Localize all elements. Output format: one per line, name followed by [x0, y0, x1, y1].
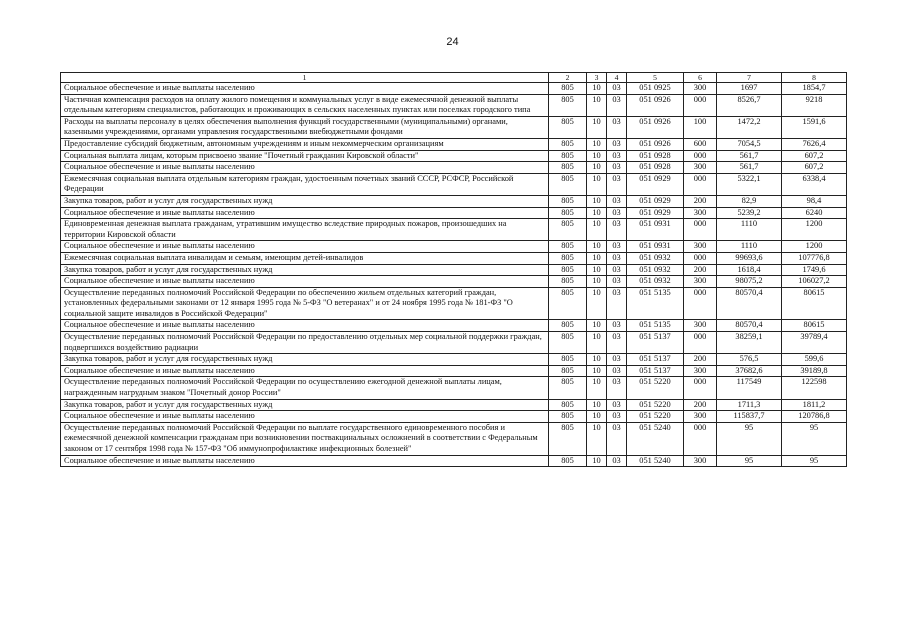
row-subsection-code: 03: [607, 241, 627, 253]
row-amount-year2: 80615: [782, 287, 847, 320]
row-amount-year1: 576,5: [717, 354, 782, 366]
row-description: Ежемесячная социальная выплата инвалидам и семьям, имеющим детей-инвалидов: [61, 252, 549, 264]
row-subsection-code: 03: [607, 365, 627, 377]
row-subsection-code: 03: [607, 332, 627, 354]
row-amount-year2: 1200: [782, 219, 847, 241]
row-expense-type: 000: [684, 377, 717, 399]
row-ministry-code: 805: [549, 241, 587, 253]
row-subsection-code: 03: [607, 354, 627, 366]
row-target-article: 051 0926: [627, 116, 684, 138]
row-amount-year1: 1618,4: [717, 264, 782, 276]
row-section-code: 10: [587, 455, 607, 467]
row-section-code: 10: [587, 264, 607, 276]
row-amount-year1: 1697: [717, 83, 782, 95]
row-ministry-code: 805: [549, 150, 587, 162]
row-expense-type: 000: [684, 94, 717, 116]
table-row: [61, 354, 847, 366]
header-cell: 1: [61, 73, 549, 83]
row-target-article: 051 0926: [627, 94, 684, 116]
row-expense-type: 300: [684, 162, 717, 174]
row-subsection-code: 03: [607, 138, 627, 150]
row-amount-year1: 117549: [717, 377, 782, 399]
row-description: Осуществление переданных полномочий Российской Федерации по обеспечению жильем отдельных категорий граждан, установленных федеральными законами от 12 января 1995 года № 5-ФЗ "О ветеранах" и от 24 ноября 1995 года № 181-ФЗ "О социальной защите инвалидов в Российской Федерации": [61, 287, 549, 320]
row-amount-year2: 599,6: [782, 354, 847, 366]
row-subsection-code: 03: [607, 173, 627, 195]
row-section-code: 10: [587, 354, 607, 366]
row-amount-year1: 1711,3: [717, 399, 782, 411]
row-amount-year2: 39789,4: [782, 332, 847, 354]
row-section-code: 10: [587, 320, 607, 332]
table-row: [61, 150, 847, 162]
row-amount-year2: 98,4: [782, 195, 847, 207]
row-ministry-code: 805: [549, 455, 587, 467]
row-description: Закупка товаров, работ и услуг для государственных нужд: [61, 354, 549, 366]
table-row: [61, 320, 847, 332]
row-subsection-code: 03: [607, 264, 627, 276]
header-cell: 3: [587, 73, 607, 83]
row-amount-year2: 95: [782, 422, 847, 455]
row-subsection-code: 03: [607, 150, 627, 162]
row-expense-type: 300: [684, 411, 717, 423]
row-amount-year1: 7054,5: [717, 138, 782, 150]
row-description: Осуществление переданных полномочий Российской Федерации по выплате государственного единовременного пособия и ежемесячной денежной компенсации гражданам при возникновении поствакцинальных осложнений в соответствии с Федеральным законом от 17 сентября 1998 года № 157-ФЗ "Об иммунопрофилактике инфекционных болезней": [61, 422, 549, 455]
row-description: Социальное обеспечение и иные выплаты населению: [61, 83, 549, 95]
row-amount-year2: 6338,4: [782, 173, 847, 195]
table-row: [61, 264, 847, 276]
row-expense-type: 200: [684, 354, 717, 366]
row-ministry-code: 805: [549, 207, 587, 219]
row-expense-type: 200: [684, 399, 717, 411]
row-ministry-code: 805: [549, 365, 587, 377]
row-section-code: 10: [587, 399, 607, 411]
header-row: [61, 73, 847, 83]
table-row: [61, 116, 847, 138]
row-description: Единовременная денежная выплата гражданам, утратившим имущество вследствие природных пожаров, произошедших на территории Кировской области: [61, 219, 549, 241]
row-description: Социальное обеспечение и иные выплаты населению: [61, 365, 549, 377]
row-description: Предоставление субсидий бюджетным, автономным учреждениям и иным некоммерческим организациям: [61, 138, 549, 150]
row-target-article: 051 0929: [627, 195, 684, 207]
row-section-code: 10: [587, 241, 607, 253]
table-row: [61, 399, 847, 411]
row-section-code: 10: [587, 162, 607, 174]
row-subsection-code: 03: [607, 207, 627, 219]
row-section-code: 10: [587, 195, 607, 207]
row-description: Социальное обеспечение и иные выплаты населению: [61, 241, 549, 253]
row-amount-year1: 5239,2: [717, 207, 782, 219]
row-description: Осуществление переданных полномочий Российской Федерации по осуществлению ежегодной денежной выплаты лицам, награжденным нагрудным знаком "Почетный донор России": [61, 377, 549, 399]
row-ministry-code: 805: [549, 173, 587, 195]
row-target-article: 051 5137: [627, 354, 684, 366]
row-expense-type: 100: [684, 116, 717, 138]
row-description: Социальное обеспечение и иные выплаты населению: [61, 411, 549, 423]
row-target-article: 051 0928: [627, 162, 684, 174]
table-row: [61, 422, 847, 455]
row-amount-year2: 6240: [782, 207, 847, 219]
table-row: [61, 207, 847, 219]
row-amount-year1: 1110: [717, 219, 782, 241]
row-amount-year2: 7626,4: [782, 138, 847, 150]
row-subsection-code: 03: [607, 252, 627, 264]
row-section-code: 10: [587, 207, 607, 219]
table-row: [61, 455, 847, 467]
row-expense-type: 300: [684, 365, 717, 377]
row-target-article: 051 5135: [627, 287, 684, 320]
header-cell: 6: [684, 73, 717, 83]
row-amount-year2: 1749,6: [782, 264, 847, 276]
table-row: [61, 83, 847, 95]
row-ministry-code: 805: [549, 354, 587, 366]
row-section-code: 10: [587, 219, 607, 241]
row-amount-year1: 1472,2: [717, 116, 782, 138]
row-ministry-code: 805: [549, 264, 587, 276]
row-target-article: 051 5220: [627, 377, 684, 399]
table-row: [61, 162, 847, 174]
row-ministry-code: 805: [549, 94, 587, 116]
row-amount-year1: 99693,6: [717, 252, 782, 264]
row-ministry-code: 805: [549, 332, 587, 354]
row-section-code: 10: [587, 422, 607, 455]
row-ministry-code: 805: [549, 195, 587, 207]
row-description: Социальное обеспечение и иные выплаты населению: [61, 276, 549, 288]
row-section-code: 10: [587, 411, 607, 423]
row-expense-type: 000: [684, 332, 717, 354]
page-number: 24: [446, 36, 459, 48]
row-description: Социальное обеспечение и иные выплаты населению: [61, 207, 549, 219]
row-target-article: 051 5240: [627, 422, 684, 455]
table-body: [61, 73, 847, 467]
row-description: Закупка товаров, работ и услуг для государственных нужд: [61, 264, 549, 276]
row-target-article: 051 0931: [627, 241, 684, 253]
table-row: [61, 287, 847, 320]
row-section-code: 10: [587, 138, 607, 150]
row-amount-year2: 1811,2: [782, 399, 847, 411]
row-ministry-code: 805: [549, 399, 587, 411]
row-subsection-code: 03: [607, 94, 627, 116]
header-cell: 8: [782, 73, 847, 83]
row-target-article: 051 0932: [627, 276, 684, 288]
row-description: Осуществление переданных полномочий Российской Федерации по предоставлению отдельных мер социальной поддержки граждан, подвергшихся воздействию радиации: [61, 332, 549, 354]
row-expense-type: 600: [684, 138, 717, 150]
row-amount-year2: 122598: [782, 377, 847, 399]
row-expense-type: 200: [684, 195, 717, 207]
row-target-article: 051 5137: [627, 365, 684, 377]
row-amount-year1: 561,7: [717, 150, 782, 162]
row-ministry-code: 805: [549, 162, 587, 174]
row-amount-year1: 82,9: [717, 195, 782, 207]
row-section-code: 10: [587, 365, 607, 377]
row-subsection-code: 03: [607, 195, 627, 207]
row-ministry-code: 805: [549, 116, 587, 138]
row-amount-year1: 5322,1: [717, 173, 782, 195]
row-target-article: 051 0925: [627, 83, 684, 95]
header-cell: 5: [627, 73, 684, 83]
row-expense-type: 300: [684, 241, 717, 253]
table-row: [61, 173, 847, 195]
row-target-article: 051 5220: [627, 411, 684, 423]
row-expense-type: 300: [684, 276, 717, 288]
row-ministry-code: 805: [549, 422, 587, 455]
row-amount-year2: 9218: [782, 94, 847, 116]
row-description: Закупка товаров, работ и услуг для государственных нужд: [61, 399, 549, 411]
header-cell: 7: [717, 73, 782, 83]
row-target-article: 051 5220: [627, 399, 684, 411]
table-row: [61, 276, 847, 288]
row-amount-year2: 95: [782, 455, 847, 467]
row-section-code: 10: [587, 150, 607, 162]
row-amount-year1: 37682,6: [717, 365, 782, 377]
row-subsection-code: 03: [607, 411, 627, 423]
row-amount-year2: 107776,8: [782, 252, 847, 264]
table-row: [61, 365, 847, 377]
row-description: Частичная компенсация расходов на оплату жилого помещения и коммунальных услуг в виде ежемесячной денежной выплаты отдельным категориям специалистов, работающих и проживающих в сельских населенных пунктах или поселках городского типа: [61, 94, 549, 116]
row-description: Расходы на выплаты персоналу в целях обеспечения выполнения функций государственными (муниципальными) органами, казенными учреждениями, органами управления государственными внебюджетными фондами: [61, 116, 549, 138]
table-row: [61, 94, 847, 116]
row-expense-type: 000: [684, 219, 717, 241]
table-row: [61, 332, 847, 354]
row-ministry-code: 805: [549, 252, 587, 264]
row-amount-year1: 38259,1: [717, 332, 782, 354]
table-row: [61, 411, 847, 423]
row-target-article: 051 0931: [627, 219, 684, 241]
table-row: [61, 219, 847, 241]
row-target-article: 051 0928: [627, 150, 684, 162]
row-subsection-code: 03: [607, 287, 627, 320]
row-subsection-code: 03: [607, 377, 627, 399]
row-subsection-code: 03: [607, 276, 627, 288]
row-ministry-code: 805: [549, 411, 587, 423]
budget-table: [60, 72, 847, 467]
table-row: [61, 195, 847, 207]
row-amount-year2: 1591,6: [782, 116, 847, 138]
row-amount-year1: 1110: [717, 241, 782, 253]
row-expense-type: 300: [684, 320, 717, 332]
row-ministry-code: 805: [549, 287, 587, 320]
row-amount-year1: 98075,2: [717, 276, 782, 288]
row-section-code: 10: [587, 276, 607, 288]
row-target-article: 051 0929: [627, 173, 684, 195]
table-row: [61, 241, 847, 253]
row-section-code: 10: [587, 287, 607, 320]
row-ministry-code: 805: [549, 83, 587, 95]
row-subsection-code: 03: [607, 116, 627, 138]
row-expense-type: 300: [684, 455, 717, 467]
row-section-code: 10: [587, 173, 607, 195]
row-ministry-code: 805: [549, 377, 587, 399]
row-amount-year1: 561,7: [717, 162, 782, 174]
row-section-code: 10: [587, 83, 607, 95]
row-subsection-code: 03: [607, 320, 627, 332]
row-description: Ежемесячная социальная выплата отдельным категориям граждан, удостоенным почетных званий СССР, РСФСР, Российской Федерации: [61, 173, 549, 195]
row-section-code: 10: [587, 332, 607, 354]
row-ministry-code: 805: [549, 219, 587, 241]
row-subsection-code: 03: [607, 83, 627, 95]
row-amount-year1: 8526,7: [717, 94, 782, 116]
row-amount-year1: 80570,4: [717, 320, 782, 332]
row-description: Социальное обеспечение и иные выплаты населению: [61, 320, 549, 332]
row-description: Закупка товаров, работ и услуг для государственных нужд: [61, 195, 549, 207]
row-amount-year1: 115837,7: [717, 411, 782, 423]
row-expense-type: 000: [684, 150, 717, 162]
row-expense-type: 200: [684, 264, 717, 276]
row-description: Социальная выплата лицам, которым присвоено звание "Почетный гражданин Кировской области": [61, 150, 549, 162]
row-ministry-code: 805: [549, 320, 587, 332]
row-section-code: 10: [587, 252, 607, 264]
row-amount-year2: 80615: [782, 320, 847, 332]
row-amount-year2: 106027,2: [782, 276, 847, 288]
table-row: [61, 252, 847, 264]
row-description: Социальное обеспечение и иные выплаты населению: [61, 162, 549, 174]
row-expense-type: 000: [684, 287, 717, 320]
row-subsection-code: 03: [607, 219, 627, 241]
row-expense-type: 300: [684, 207, 717, 219]
row-target-article: 051 5240: [627, 455, 684, 467]
header-cell: 4: [607, 73, 627, 83]
row-amount-year1: 80570,4: [717, 287, 782, 320]
row-target-article: 051 0932: [627, 264, 684, 276]
row-section-code: 10: [587, 377, 607, 399]
row-amount-year2: 1854,7: [782, 83, 847, 95]
row-amount-year2: 607,2: [782, 162, 847, 174]
row-expense-type: 300: [684, 83, 717, 95]
row-target-article: 051 0929: [627, 207, 684, 219]
row-amount-year2: 39189,8: [782, 365, 847, 377]
row-target-article: 051 0926: [627, 138, 684, 150]
row-target-article: 051 5135: [627, 320, 684, 332]
row-expense-type: 000: [684, 422, 717, 455]
table-row: [61, 377, 847, 399]
header-cell: 2: [549, 73, 587, 83]
row-amount-year2: 607,2: [782, 150, 847, 162]
row-subsection-code: 03: [607, 455, 627, 467]
table-row: [61, 138, 847, 150]
row-ministry-code: 805: [549, 276, 587, 288]
row-amount-year1: 95: [717, 422, 782, 455]
row-description: Социальное обеспечение и иные выплаты населению: [61, 455, 549, 467]
row-subsection-code: 03: [607, 399, 627, 411]
row-section-code: 10: [587, 94, 607, 116]
row-subsection-code: 03: [607, 422, 627, 455]
row-ministry-code: 805: [549, 138, 587, 150]
row-expense-type: 000: [684, 252, 717, 264]
row-amount-year1: 95: [717, 455, 782, 467]
row-expense-type: 000: [684, 173, 717, 195]
row-amount-year2: 1200: [782, 241, 847, 253]
row-target-article: 051 0932: [627, 252, 684, 264]
row-target-article: 051 5137: [627, 332, 684, 354]
row-section-code: 10: [587, 116, 607, 138]
row-subsection-code: 03: [607, 162, 627, 174]
row-amount-year2: 120786,8: [782, 411, 847, 423]
